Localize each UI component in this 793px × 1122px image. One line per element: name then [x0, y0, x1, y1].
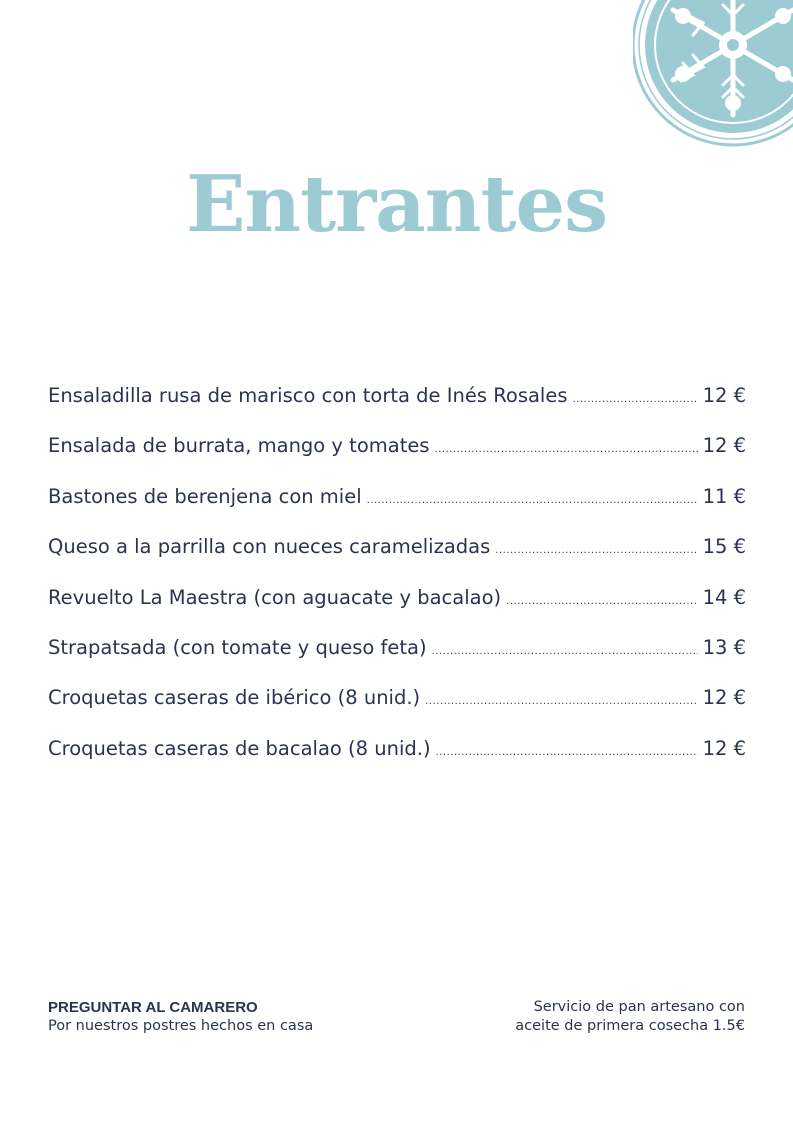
menu-item — [48, 636, 746, 686]
menu-list — [48, 384, 746, 787]
menu-item — [48, 686, 746, 736]
dot-leader — [367, 495, 698, 506]
menu-item — [48, 535, 746, 585]
menu-item-price: 12 € — [702, 686, 746, 710]
menu-item — [48, 586, 746, 636]
menu-item-name: Croquetas caseras de ibérico (8 unid.) — [48, 686, 421, 710]
menu-item — [48, 485, 746, 535]
menu-item-price: 12 € — [702, 736, 746, 760]
footer-bread-line1: Servicio de pan artesano con — [533, 999, 745, 1015]
menu-item-name: Ensalada de burrata, mango y tomates — [48, 434, 430, 458]
menu-item-price: 12 € — [702, 434, 746, 458]
footer-heading: PREGUNTAR AL CAMARERO — [48, 999, 258, 1016]
menu-item-name: Bastones de berenjena con miel — [48, 484, 362, 508]
menu-item-name: Ensaladilla rusa de marisco con torta de Inés Rosales — [48, 384, 568, 407]
footer-text: Por nuestros postres hechos en casa — [48, 1018, 314, 1034]
page-title: Entrantes — [185, 159, 608, 250]
dot-leader — [425, 696, 697, 707]
footer-bread-note — [515, 998, 745, 1036]
dot-leader — [432, 646, 698, 657]
dot-leader — [506, 596, 697, 607]
dot-leader — [495, 545, 697, 556]
menu-item — [48, 434, 746, 484]
dot-leader — [435, 444, 698, 455]
menu-item-price: 13 € — [702, 635, 746, 659]
menu-item-name: Queso a la parrilla con nueces caramelizadas — [48, 535, 491, 559]
footer-desserts-note — [48, 998, 313, 1036]
menu-item — [48, 384, 746, 434]
menu-item-name: Revuelto La Maestra (con aguacate y bacalao) — [48, 585, 502, 609]
dot-leader — [573, 394, 698, 405]
menu-item-price: 15 € — [702, 535, 746, 559]
menu-item-name: Strapatsada (con tomate y queso feta) — [48, 635, 427, 659]
footer-bread-line2: aceite de primera cosecha 1.5€ — [515, 1018, 745, 1034]
menu-item-price: 14 € — [702, 585, 746, 609]
menu-item-name: Croquetas caseras de bacalao (8 unid.) — [48, 736, 431, 760]
snowflake-icon — [633, 0, 793, 150]
menu-item-price: 11 € — [702, 484, 746, 508]
menu-item-price: 12 € — [702, 384, 746, 407]
menu-item — [48, 737, 746, 787]
dot-leader — [436, 747, 698, 758]
